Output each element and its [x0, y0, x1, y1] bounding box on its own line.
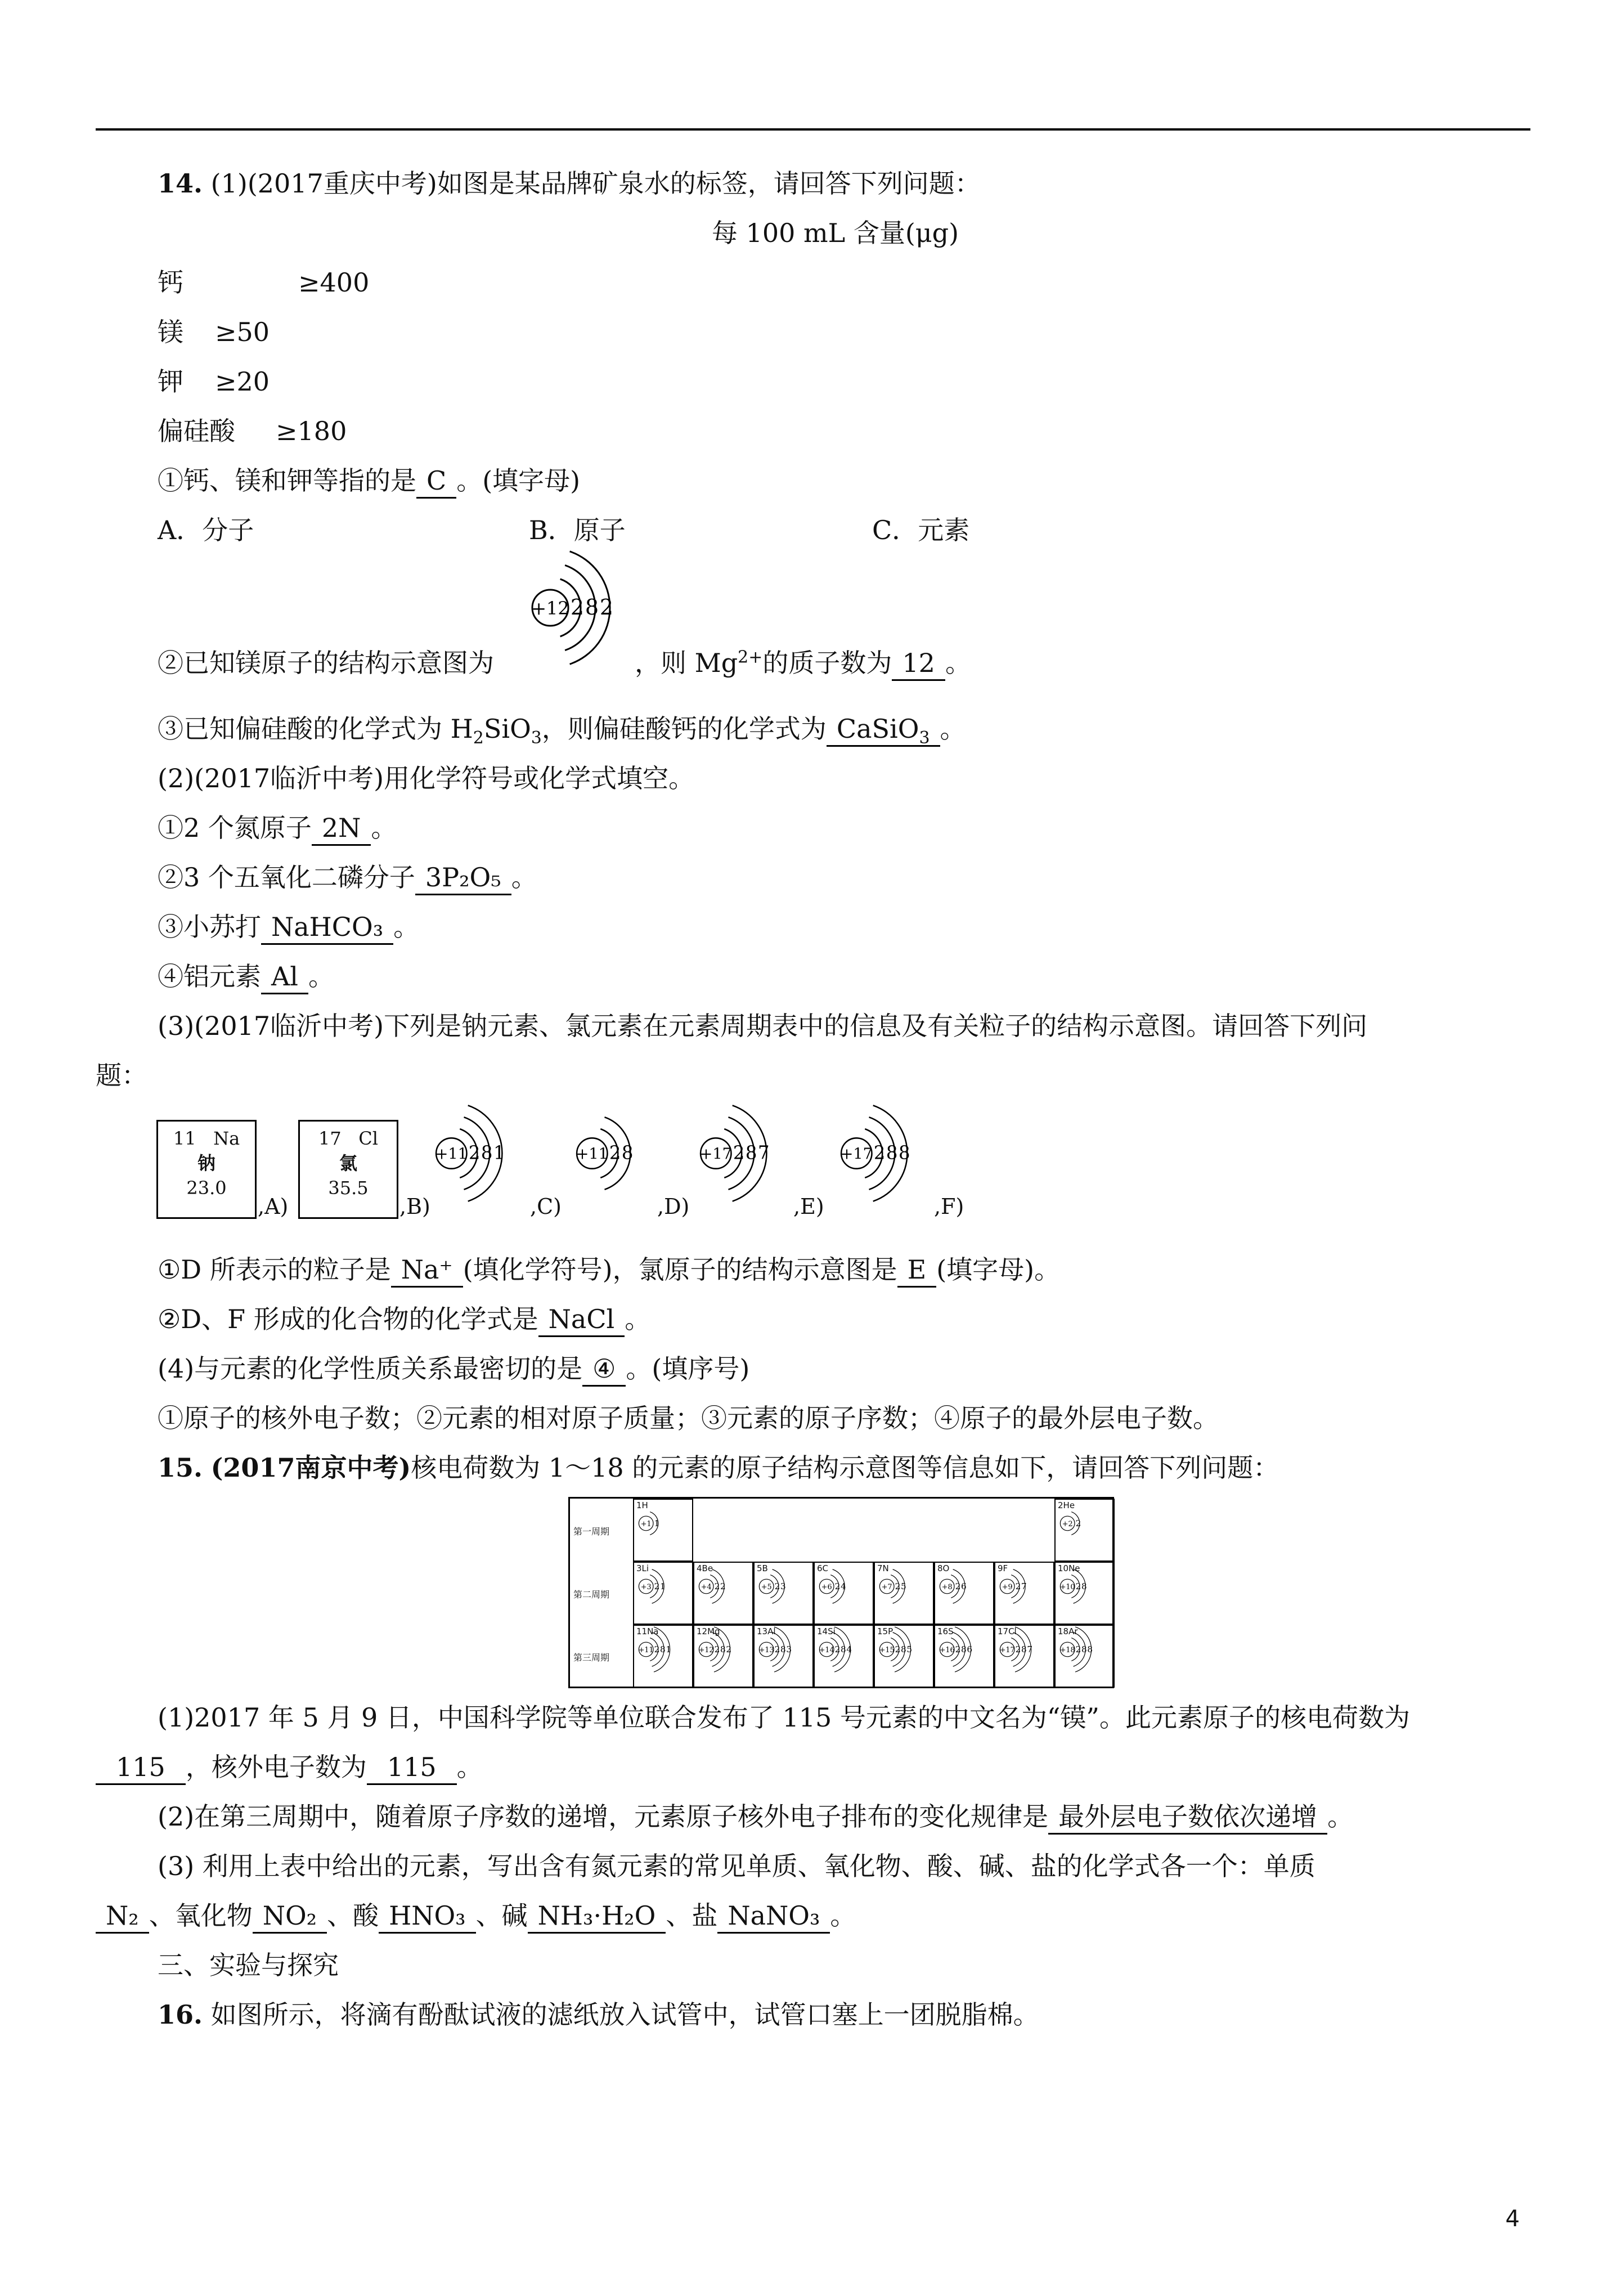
q14-p2-item: ②3 个五氧化二磷分子 3P₂O₅ 。: [158, 860, 537, 895]
header-rule: [96, 128, 1530, 131]
answer-blank: NaHCO₃: [261, 911, 393, 945]
q14-p3-s2: ②D、F 形成的化合物的化学式是 NaCl 。: [158, 1302, 650, 1337]
answer-blank: ④: [582, 1352, 626, 1387]
element-cell: [1054, 1499, 1115, 1562]
particle-c-diagram: [433, 1120, 546, 1221]
element-atom-diagram: [1059, 1634, 1115, 1684]
shell-electron-count: 6: [967, 1644, 973, 1654]
nucleus-charge: +10: [1059, 1582, 1075, 1591]
shell-electron-count: 2: [720, 1581, 726, 1591]
shell-electron-count: 8: [899, 1142, 910, 1164]
answer-blank: NO₂: [253, 1899, 327, 1934]
nucleus-charge: +15: [879, 1645, 895, 1654]
shell-electron-count: 3: [780, 1581, 786, 1591]
shell-electron-count: 5: [900, 1581, 906, 1591]
shell-electron-count: 4: [846, 1644, 852, 1654]
answer-blank: NH₃·H₂O: [528, 1899, 666, 1934]
answer-blank: 最外层电子数依次递增: [1048, 1800, 1327, 1835]
element-cell: [934, 1625, 994, 1688]
element-label: 18Ar: [1058, 1626, 1078, 1636]
element-label: 15P: [877, 1626, 893, 1636]
shell-electron-count: 8: [1087, 1644, 1093, 1654]
nucleus-charge: +5: [761, 1582, 772, 1591]
element-label: 10Ne: [1058, 1563, 1080, 1573]
element-cell: [633, 1625, 693, 1688]
shell-electron-count: 2: [609, 1142, 621, 1164]
element-cell: [693, 1562, 753, 1625]
shell-electron-count: 3: [786, 1644, 792, 1654]
nucleus-charge: +13: [758, 1645, 774, 1654]
label-row: 钙 ≥400: [158, 267, 370, 298]
element-atom-diagram: [698, 1634, 754, 1684]
element-cell: [994, 1562, 1054, 1625]
shell-electron-count: 2: [726, 1644, 732, 1654]
element-atom-diagram: [878, 1634, 935, 1684]
nucleus-charge: +18: [1059, 1645, 1075, 1654]
period-label: 第二周期: [573, 1589, 610, 1600]
answer-blank: N₂: [96, 1899, 149, 1934]
element-label: 9F: [998, 1563, 1008, 1573]
q15-p3-cont: N₂ 、氧化物 NO₂ 、酸 HNO₃ 、碱 NH₃·H₂O 、盐 NaNO₃ 。: [96, 1899, 856, 1934]
label-b: ,B): [399, 1194, 430, 1219]
element-cell: [1054, 1625, 1115, 1688]
element-atom-diagram: [818, 1571, 874, 1621]
element-cell: [814, 1625, 874, 1688]
q14-p2-item: ③小苏打 NaHCO₃ 。: [158, 910, 419, 945]
shell-electron-count: 2: [1015, 1581, 1021, 1591]
label-row: 钾 ≥20: [158, 366, 270, 397]
element-label: 8O: [937, 1563, 950, 1573]
shell-electron-count: 8: [840, 1644, 846, 1654]
shell-electron-count: 1: [666, 1644, 672, 1654]
shell-electron-count: 6: [960, 1581, 967, 1591]
answer-blank: C: [416, 464, 456, 499]
shell-electron-count: 2: [895, 1581, 901, 1591]
element-atom-diagram: [878, 1571, 935, 1621]
shell-electron-count: 8: [1021, 1644, 1027, 1654]
shell-electron-count: 8: [585, 595, 599, 620]
element-atom-diagram: [939, 1571, 995, 1621]
element-atom-diagram: [999, 1634, 1055, 1684]
element-atom-diagram: [1059, 1508, 1115, 1558]
element-atom-diagram: [999, 1571, 1055, 1621]
element-atom-diagram: [1059, 1571, 1115, 1621]
nucleus-charge: +11: [435, 1145, 468, 1163]
nucleus-charge: +4: [701, 1582, 712, 1591]
q14-p2-item: ①2 个氮原子 2N 。: [158, 811, 397, 846]
shell-electron-count: 8: [1081, 1644, 1087, 1654]
shell-electron-count: 4: [840, 1581, 846, 1591]
element-label: 1H: [636, 1500, 648, 1510]
element-label: 14Si: [817, 1626, 836, 1636]
period-label: 第三周期: [573, 1652, 610, 1663]
nucleus-charge: +16: [939, 1645, 955, 1654]
shell-electron-count: 2: [1075, 1644, 1081, 1654]
shell-electron-count: 2: [714, 1581, 720, 1591]
q14-p4: (4)与元素的化学性质关系最密切的是 ④ 。(填序号): [158, 1352, 749, 1387]
shell-electron-count: 2: [1075, 1581, 1081, 1591]
element-label: 12Mg: [697, 1626, 720, 1636]
answer-blank: Na⁺: [391, 1253, 463, 1288]
q15-p1-cont: 115 ，核外电子数为 115 。: [96, 1750, 483, 1785]
period-label: 第一周期: [573, 1526, 610, 1537]
answer-blank: Al: [261, 960, 308, 994]
label-c: ,C): [530, 1194, 562, 1219]
element-cell: [633, 1562, 693, 1625]
element-atom-diagram: [637, 1634, 694, 1684]
answer-blank: E: [897, 1253, 937, 1288]
q14-p2-item: ④铝元素 Al 。: [158, 959, 334, 994]
label-row: 镁 ≥50: [158, 317, 270, 347]
shell-electron-count: 2: [654, 1581, 660, 1591]
shell-electron-count: 2: [873, 1142, 886, 1164]
q15-p3: (3) 利用上表中给出的元素，写出含有氮元素的常见单质、氧化物、酸、碱、盐的化学式各一个：单质: [158, 1851, 1315, 1881]
element-cell: [693, 1625, 753, 1688]
answer-blank: NaNO₃: [717, 1899, 830, 1934]
label-header: 每 100 mL 含量(μg): [712, 218, 959, 248]
q14-s3: ③已知偏硅酸的化学式为 $H_2SiO_3$，则偏硅酸钙的化学式为 CaSiO$_3$ 。: [158, 714, 966, 748]
q14-p3-s1: ①D 所表示的粒子是 Na⁺ (填化学符号)，氯原子的结构示意图是 E (填字母)。: [158, 1253, 1060, 1288]
element-cell: [753, 1562, 814, 1625]
element-cell: [753, 1625, 814, 1688]
nucleus-charge: +7: [881, 1582, 892, 1591]
shell-electron-count: 7: [758, 1142, 770, 1164]
shell-electron-count: 1: [493, 1142, 505, 1164]
shell-electron-count: 5: [906, 1644, 913, 1654]
element-cell: [633, 1499, 693, 1562]
label-d: ,D): [657, 1194, 690, 1219]
nucleus-charge: +9: [1002, 1582, 1013, 1591]
element-atom-diagram: [758, 1634, 814, 1684]
answer-blank: 115: [367, 1751, 457, 1785]
sodium-element-box: 11 Na 钠 23.0: [156, 1120, 257, 1219]
shell-electron-count: 2: [714, 1644, 720, 1654]
element-cell: [874, 1625, 934, 1688]
label-row: 偏硅酸 ≥180: [158, 416, 347, 446]
nucleus-charge: +17: [999, 1645, 1015, 1654]
nucleus-charge: +11: [638, 1645, 654, 1654]
nucleus-charge: +12: [531, 598, 569, 619]
section-heading: 三、实验与探究: [158, 1950, 339, 1980]
element-label: 4Be: [697, 1563, 713, 1573]
shell-electron-count: 8: [1081, 1581, 1087, 1591]
answer-blank: 12: [892, 647, 945, 681]
shell-electron-count: 2: [599, 595, 614, 620]
nucleus-charge: +3: [640, 1582, 652, 1591]
answer-blank: 3P₂O₅: [415, 861, 511, 895]
q14-s1: ①钙、镁和钾等指的是 C 。(填字母): [158, 464, 580, 499]
answer-blank: 115: [96, 1751, 186, 1785]
q14-p4-options: ①原子的核外电子数；②元素的相对原子质量；③元素的原子序数；④原子的最外层电子数。: [158, 1403, 1219, 1433]
nucleus-charge: +8: [941, 1582, 953, 1591]
shell-electron-count: 8: [720, 1644, 726, 1654]
element-label: 17Cl: [998, 1626, 1017, 1636]
q16-text: 16. 如图所示，将滴有酚酞试液的滤纸放入试管中，试管口塞上一团脱脂棉。: [158, 1999, 1039, 2030]
element-atom-diagram: [698, 1571, 754, 1621]
answer-blank: 2N: [312, 811, 371, 846]
q15-p2: (2)在第三周期中，随着原子序数的递增，元素原子核外电子排布的变化规律是 最外层电子数依次递增 。: [158, 1800, 1353, 1835]
label-a: ,A): [258, 1194, 289, 1219]
element-label: 7N: [877, 1563, 889, 1573]
shell-electron-count: 8: [886, 1142, 898, 1164]
shell-electron-count: 8: [745, 1142, 757, 1164]
shell-electron-count: 2: [1015, 1644, 1021, 1654]
shell-electron-count: 2: [774, 1581, 780, 1591]
element-label: 6C: [817, 1563, 829, 1573]
q14-intro: 14. (1)(2017重庆中考)如图是某品牌矿泉水的标签，请回答下列问题：: [158, 168, 981, 199]
nucleus-charge: +12: [698, 1645, 714, 1654]
chlorine-element-box: 17 Cl 氯 35.5: [298, 1120, 398, 1219]
element-atom-diagram: [758, 1571, 814, 1621]
nucleus-charge: +6: [821, 1582, 832, 1591]
page-number: 4: [1505, 2206, 1520, 2232]
shell-electron-count: 2: [1075, 1518, 1081, 1528]
shell-electron-count: 2: [468, 1142, 481, 1164]
element-atom-diagram: [939, 1634, 995, 1684]
shell-electron-count: 2: [895, 1644, 901, 1654]
answer-blank: NaCl: [538, 1303, 625, 1337]
answer-blank: HNO₃: [379, 1899, 476, 1934]
shell-electron-count: 2: [774, 1644, 780, 1654]
nucleus-charge: +17: [699, 1145, 732, 1163]
nucleus-charge: +2: [1062, 1519, 1073, 1528]
nucleus-charge: +1: [640, 1519, 652, 1528]
element-cell: [994, 1625, 1054, 1688]
shell-electron-count: 8: [481, 1142, 493, 1164]
shell-electron-count: 1: [654, 1518, 660, 1528]
element-cell: [934, 1562, 994, 1625]
shell-electron-count: 2: [570, 595, 585, 620]
shell-electron-count: 8: [780, 1644, 786, 1654]
shell-electron-count: 2: [955, 1644, 961, 1654]
shell-electron-count: 2: [733, 1142, 745, 1164]
element-label: 11Na: [636, 1626, 659, 1636]
q14-p3-intro: (3)(2017临沂中考)下列是钠元素、氯元素在元素周期表中的信息及有关粒子的结构示意图。请回答下列问: [158, 1011, 1368, 1041]
shell-electron-count: 2: [834, 1581, 841, 1591]
periodic-table: [568, 1497, 1114, 1688]
shell-electron-count: 2: [834, 1644, 841, 1654]
element-cell: [814, 1562, 874, 1625]
shell-electron-count: 8: [659, 1644, 666, 1654]
element-label: 16S: [937, 1626, 954, 1636]
answer-blank: CaSiO$_3$: [827, 712, 940, 747]
shell-electron-count: 2: [654, 1644, 660, 1654]
shell-electron-count: 8: [900, 1644, 906, 1654]
q14-p3-intro-cont: 题：: [96, 1060, 147, 1091]
element-label: 3Li: [636, 1563, 649, 1573]
element-cell: [1054, 1562, 1115, 1625]
element-cell: [874, 1562, 934, 1625]
element-label: 2He: [1058, 1500, 1075, 1510]
q14-p2-intro: (2)(2017临沂中考)用化学符号或化学式填空。: [158, 763, 695, 793]
element-atom-diagram: [637, 1571, 694, 1621]
element-label: 5B: [757, 1563, 768, 1573]
q14-s2: ②已知镁原子的结构示意图为 ，则 $Mg^{2+}$的质子数为 12 。: [158, 646, 971, 681]
q14-choices: A．分子 B．原子 C．元素: [158, 515, 970, 545]
nucleus-charge: +14: [819, 1645, 834, 1654]
element-label: 13Al: [757, 1626, 776, 1636]
shell-electron-count: 8: [960, 1644, 967, 1654]
shell-electron-count: 7: [1027, 1644, 1033, 1654]
label-f: ,F): [934, 1194, 964, 1219]
shell-electron-count: 1: [659, 1581, 666, 1591]
element-atom-diagram: [637, 1508, 694, 1558]
element-atom-diagram: [818, 1634, 874, 1684]
q15-p1: (1)2017 年 5 月 9 日，中国科学院等单位联合发布了 115 号元素的中文名为“镆”。此元素原子的核电荷数为: [158, 1702, 1410, 1733]
label-e: ,E): [793, 1194, 824, 1219]
nucleus-charge: +17: [840, 1145, 873, 1163]
shell-electron-count: 7: [1021, 1581, 1027, 1591]
q15-intro: 15. (2017南京中考)核电荷数为 1～18 的元素的原子结构示意图等信息如下，请回答下列问题：: [158, 1452, 1279, 1483]
shell-electron-count: 2: [955, 1581, 961, 1591]
shell-electron-count: 8: [621, 1142, 634, 1164]
nucleus-charge: +11: [576, 1145, 608, 1163]
